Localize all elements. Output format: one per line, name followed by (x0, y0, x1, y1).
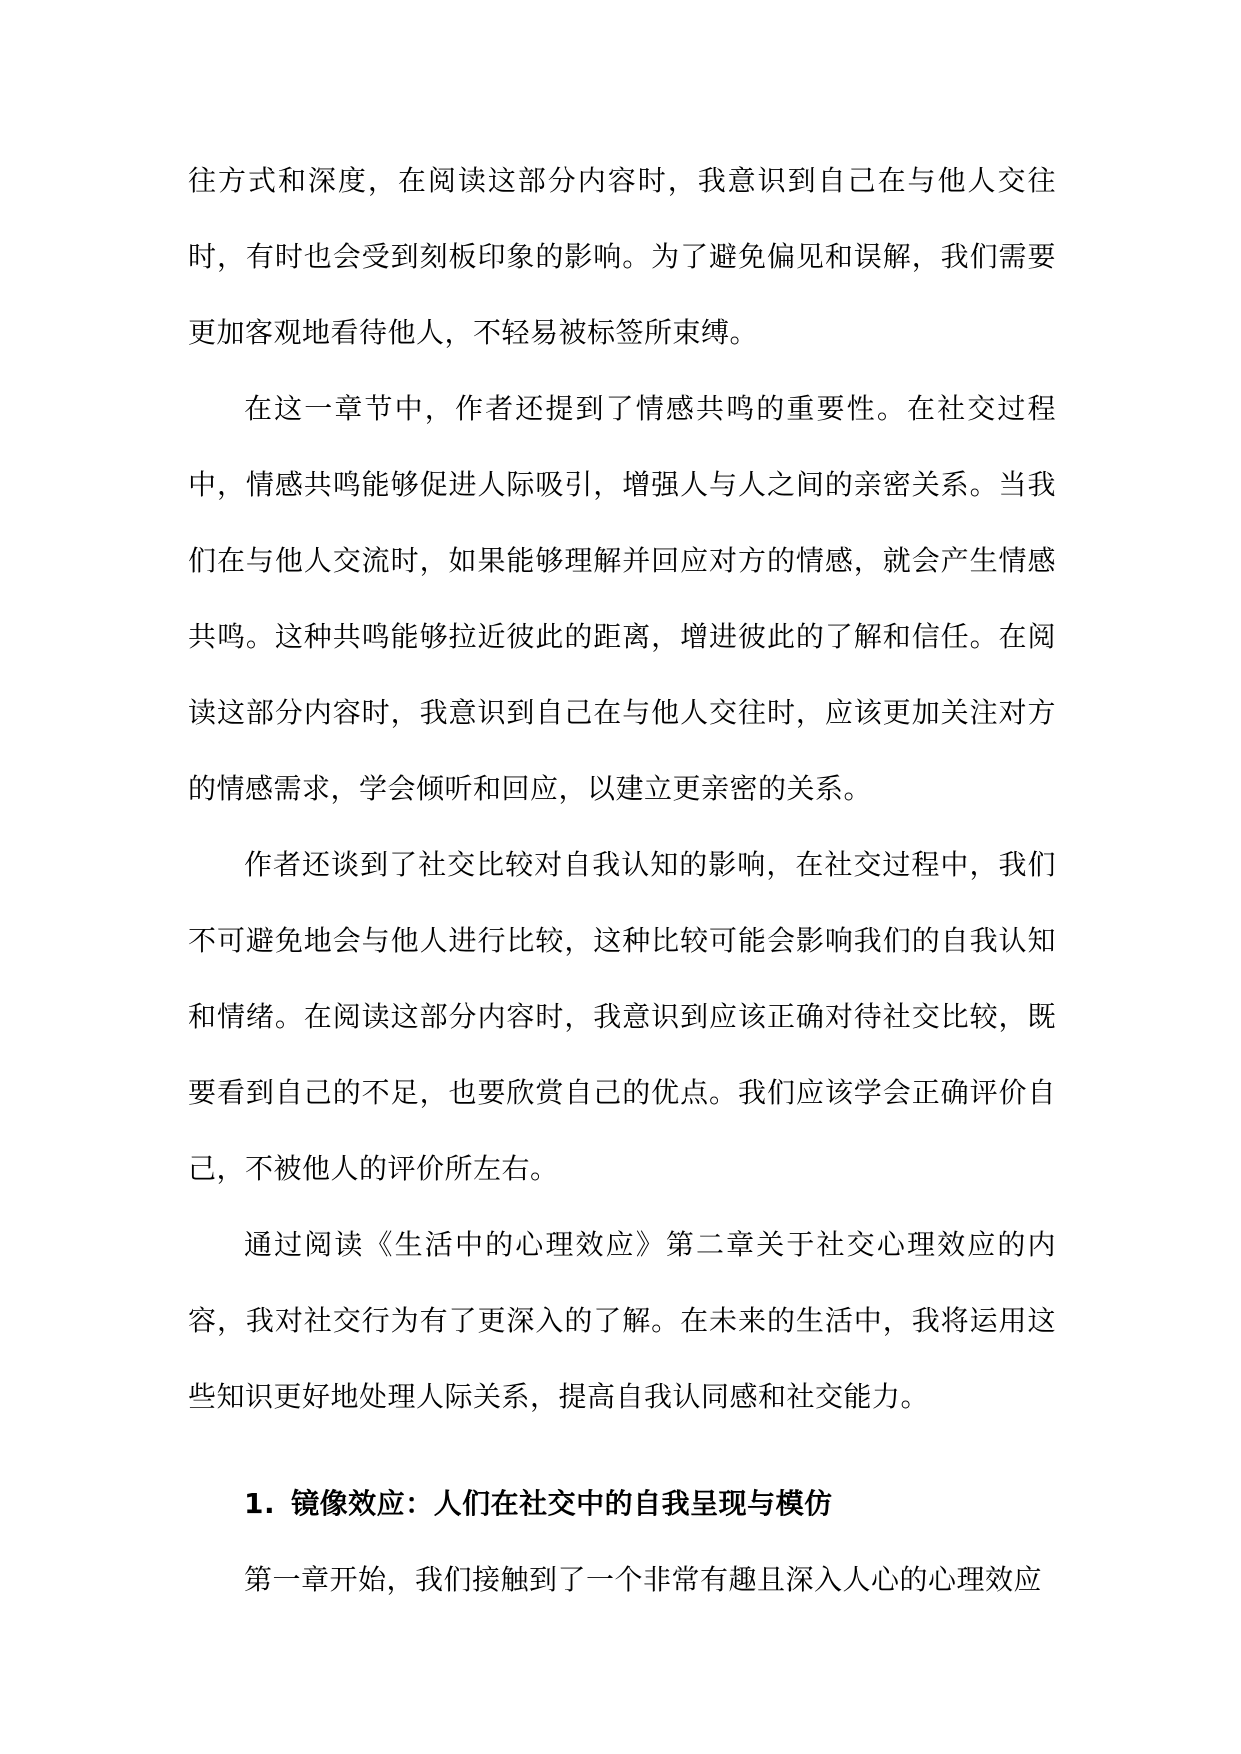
document-body (188, 143, 1056, 1618)
paragraph-2: 在这一章节中，作者还提到了情感共鸣的重要性。在社交过程中，情感共鸣能够促进人际吸引，增强人与人之间的亲密关系。当我们在与他人交流时，如果能够理解并回应对方的情感，就会产生情感共鸣。这种共鸣能够拉近彼此的距离，增进彼此的了解和信任。在阅读这部分内容时，我意识到自己在与他人交往时，应该更加关注对方的情感需求，学会倾听和回应，以建立更亲密的关系。 (188, 392, 1056, 805)
section-heading (188, 1466, 1056, 1542)
paragraph-1: 往方式和深度，在阅读这部分内容时，我意识到自己在与他人交往时，有时也会受到刻板印象的影响。为了避免偏见和误解，我们需要更加客观地看待他人，不轻易被标签所束缚。 (188, 164, 1056, 349)
section-heading-number: 1. (244, 1487, 276, 1520)
paragraph-4: 通过阅读《生活中的心理效应》第二章关于社交心理效应的内容，我对社交行为有了更深入的了解。在未来的生活中，我将运用这些知识更好地处理人际关系，提高自我认同感和社交能力。 (188, 1228, 1056, 1413)
paragraph-3: 作者还谈到了社交比较对自我认知的影响，在社交过程中，我们不可避免地会与他人进行比较，这种比较可能会影响我们的自我认知和情绪。在阅读这部分内容时，我意识到应该正确对待社交比较，既要看到自己的不足，也要欣赏自己的优点。我们应该学会正确评价自己，不被他人的评价所左右。 (188, 848, 1056, 1185)
section-heading-text: 镜像效应：人们在社交中的自我呈现与模仿 (291, 1487, 833, 1520)
paragraph-5: 第一章开始，我们接触到了一个非常有趣且深入人心的心理效应 (244, 1563, 1043, 1596)
